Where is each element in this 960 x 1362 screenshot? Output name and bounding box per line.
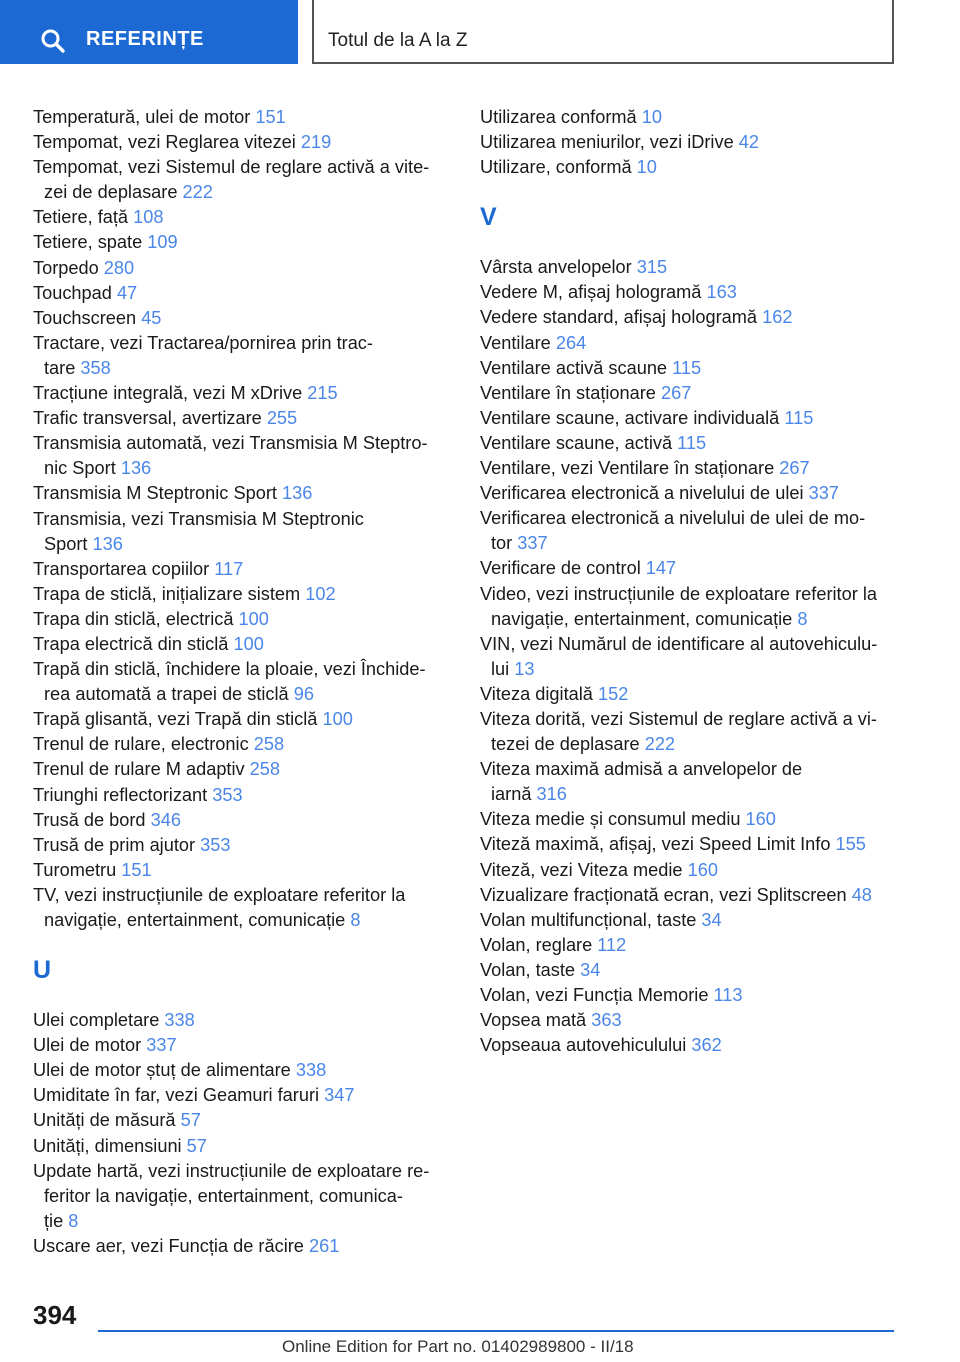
page-reference-link[interactable]: 8 [68, 1210, 79, 1231]
index-entry-term: Vopsea mată [480, 1010, 592, 1031]
index-entry [480, 958, 900, 983]
page-reference-link[interactable]: 113 [713, 985, 743, 1005]
index-entry [33, 105, 473, 130]
index-entry [480, 481, 900, 506]
page-reference-link[interactable]: 102 [305, 583, 336, 604]
index-entry [33, 1234, 473, 1259]
index-entry-term: Volan, vezi Funcția Memorie [480, 985, 714, 1005]
index-entry-term: Verificare de control [480, 558, 646, 579]
index-entry-term: Transmisia M Steptronic Sport [33, 483, 282, 504]
page-reference-link[interactable]: 258 [249, 759, 281, 780]
index-entry-term: Tetiere, spate [33, 232, 148, 253]
page-reference-link[interactable]: 280 [103, 257, 135, 278]
search-icon [40, 28, 66, 54]
page-reference-link[interactable]: 100 [322, 709, 353, 730]
page-reference-link[interactable]: 346 [150, 809, 181, 830]
index-entry [480, 406, 900, 431]
index-entry [33, 783, 473, 808]
index-entry-term: Update hartă, vezi instrucțiunile de exploatare re- [33, 1160, 430, 1181]
index-entry-term: Utilizare, conformă [480, 157, 637, 178]
index-entry-term: Volan multifuncțional, taste [480, 909, 702, 930]
index-entry-term: Vedere M, afișaj hologramă [480, 282, 707, 303]
page-reference-link[interactable]: 264 [555, 332, 587, 353]
index-entry [480, 858, 900, 883]
index-entry-term: Ventilare [480, 332, 556, 353]
page-reference-link[interactable]: 222 [644, 734, 676, 755]
footer-rule [98, 1330, 894, 1332]
page-reference-link[interactable]: 34 [580, 959, 601, 980]
index-entry [33, 481, 473, 506]
page-reference-link[interactable]: 8 [350, 910, 361, 930]
index-entry [480, 556, 900, 581]
index-entry-term: Ventilare scaune, activare individuală [480, 407, 785, 428]
page-reference-link[interactable]: 338 [295, 1060, 327, 1081]
page-reference-link[interactable]: 152 [597, 683, 629, 704]
index-entry [33, 155, 473, 205]
index-entry-term: Trenul de rulare M adaptiv [33, 759, 250, 780]
page-reference-link[interactable]: 13 [514, 658, 535, 679]
page-reference-link[interactable]: 136 [92, 533, 123, 554]
page-reference-link[interactable]: 45 [141, 307, 162, 328]
index-entry-term: Trapa electrică din sticlă [33, 633, 234, 654]
page-reference-link[interactable]: 162 [762, 307, 793, 328]
page-reference-link[interactable]: 10 [636, 157, 657, 178]
page-reference-link[interactable]: 258 [253, 734, 285, 755]
page-reference-link[interactable]: 337 [517, 533, 548, 554]
index-entry [480, 707, 900, 757]
index-entry-term: Verificarea electronică a nivelului de ulei [480, 483, 809, 504]
index-entry-term: Trapa de sticlă, inițializare sistem [33, 583, 306, 604]
index-entry-term: Viteza maximă admisă a anvelopelor de [480, 759, 803, 780]
index-entry [480, 105, 900, 130]
index-entry-term: Utilizarea conformă [480, 107, 642, 127]
index-entry [33, 858, 473, 883]
index-entry-term: Sport [44, 533, 93, 554]
index-entry-term: Verificarea electronică a nivelului de ulei de mo- [480, 508, 866, 529]
page-reference-link[interactable]: 363 [591, 1010, 622, 1031]
page-reference-link[interactable]: 151 [255, 107, 286, 127]
page-reference-link[interactable]: 117 [214, 558, 244, 579]
index-entry-term: iarnă [491, 784, 537, 805]
page-reference-link[interactable]: 109 [147, 232, 178, 253]
index-entry-term: Ventilare scaune, activă [480, 432, 678, 453]
page-reference-link[interactable]: 338 [164, 1010, 195, 1031]
index-entry [33, 883, 473, 933]
index-entry-term: Trapa din sticlă, electrică [33, 608, 239, 629]
index-entry [33, 833, 473, 858]
header-tab-label: REFERINȚE [86, 28, 204, 50]
index-entry [480, 381, 900, 406]
page-reference-link[interactable]: 160 [745, 809, 776, 830]
index-entry [33, 331, 473, 381]
index-entry-term: Trafic transversal, avertizare [33, 408, 267, 429]
index-entry-term: Ventilare în staționare [480, 382, 661, 403]
page-reference-link[interactable]: 57 [186, 1135, 207, 1156]
page-reference-link[interactable]: 57 [180, 1110, 201, 1131]
index-entry-term: Transmisia automată, vezi Transmisia M Steptro- [33, 433, 428, 454]
index-entry-term: tor [491, 533, 518, 554]
header-title-box [312, 0, 894, 64]
index-entry [33, 130, 473, 155]
page-reference-link[interactable]: 353 [212, 784, 243, 805]
page-reference-link[interactable]: 108 [133, 207, 164, 228]
index-entry [33, 306, 473, 331]
index-entry [33, 431, 473, 481]
page-reference-link[interactable]: 362 [691, 1035, 722, 1056]
index-entry-term: Viteză, vezi Viteza medie [480, 859, 688, 880]
index-entry [480, 456, 900, 481]
index-entry-term: Vedere standard, afișaj hologramă [480, 307, 763, 328]
index-entry-term: Touchscreen [33, 307, 142, 328]
index-column-left [33, 105, 473, 1259]
index-entry-term: Tractare, vezi Tractarea/pornirea prin trac- [33, 332, 373, 353]
index-section-letter: V [480, 203, 497, 232]
index-entry [480, 356, 900, 381]
index-entry [33, 205, 473, 230]
index-entry-term: Uscare aer, vezi Funcția de răcire [33, 1235, 309, 1256]
header-tab-referinte[interactable] [0, 0, 298, 64]
page-reference-link[interactable]: 160 [687, 859, 718, 880]
index-entry [33, 230, 473, 255]
index-entry [480, 933, 900, 958]
index-entry-term: Viteza medie și consumul mediu [480, 809, 746, 830]
page-reference-link[interactable]: 115 [784, 407, 814, 428]
page-title: Totul de la A la Z [328, 30, 468, 51]
index-entry-term: Ulei de motor [33, 1035, 147, 1056]
page-reference-link[interactable]: 261 [308, 1235, 340, 1256]
index-section-letter: U [33, 956, 52, 985]
index-entry [33, 757, 473, 782]
index-entry-term: Touchpad [33, 282, 117, 303]
page-reference-link[interactable]: 337 [146, 1035, 177, 1056]
page-reference-link[interactable]: 155 [835, 834, 866, 855]
index-entry-term: Volan, taste [480, 959, 581, 980]
page-reference-link[interactable]: 48 [851, 884, 872, 905]
index-entry-term: Unități, dimensiuni [33, 1135, 187, 1156]
index-entry [33, 381, 473, 406]
page-reference-link[interactable]: 337 [808, 483, 839, 504]
index-entry-term: rea automată a trapei de sticlă [44, 684, 294, 705]
page-reference-link[interactable]: 136 [120, 458, 152, 479]
index-entry [480, 682, 900, 707]
index-entry-term: Tetiere, față [33, 207, 134, 228]
index-entry [480, 1033, 900, 1058]
index-entry-term: Trusă de bord [33, 809, 151, 830]
index-entry-term: Trenul de rulare, electronic [33, 734, 254, 755]
index-entry [480, 1008, 900, 1033]
index-entry-term: Transmisia, vezi Transmisia M Steptronic [33, 508, 364, 529]
index-entry-term: Viteza digitală [480, 683, 598, 704]
index-entry [33, 1108, 473, 1133]
index-entry [33, 406, 473, 431]
index-entry-term: zei de deplasare [44, 182, 183, 203]
index-entry [480, 883, 900, 908]
page-reference-link[interactable]: 100 [238, 608, 269, 629]
page-reference-link[interactable]: 112 [597, 934, 627, 955]
index-entry-term: Utilizarea meniurilor, vezi iDrive [480, 132, 739, 153]
index-entry [33, 507, 473, 557]
page-reference-link[interactable]: 315 [636, 257, 668, 278]
index-entry [33, 1008, 473, 1033]
page-reference-link[interactable]: 10 [641, 107, 662, 127]
page-reference-link[interactable]: 215 [307, 383, 338, 404]
index-entry [480, 632, 900, 682]
page-number: 394 [33, 1300, 77, 1330]
index-entry-term: TV, vezi instrucțiunile de exploatare referitor la [33, 884, 406, 905]
index-entry [33, 1058, 473, 1083]
index-entry-term: VIN, vezi Numărul de identificare al autovehiculu- [480, 633, 878, 654]
page-reference-link[interactable]: 100 [233, 633, 264, 654]
index-entry-term: ție [44, 1210, 69, 1231]
index-entry-term: Volan, reglare [480, 934, 598, 955]
page-reference-link[interactable]: 8 [797, 608, 808, 629]
index-entry-term: Ventilare activă scaune [480, 357, 673, 378]
page-reference-link[interactable]: 347 [324, 1085, 355, 1106]
page-reference-link[interactable]: 353 [200, 834, 231, 855]
index-entry [33, 732, 473, 757]
page-reference-link[interactable]: 163 [706, 282, 737, 303]
footer-edition: Online Edition for Part no. 01402989800 - II/18 [282, 1337, 634, 1356]
index-entry-term: Vizualizare fracționată ecran, vezi Splitscreen [480, 884, 852, 905]
index-entry-term: Temperatură, ulei de motor [33, 107, 256, 127]
index-entry-term: Trapă din sticlă, închidere la ploaie, vezi Închide- [33, 659, 426, 680]
index-entry [480, 305, 900, 330]
page-reference-link[interactable]: 219 [300, 132, 332, 153]
index-entry-term: tezei de deplasare [491, 734, 645, 755]
index-entry-term: Trusă de prim ajutor [33, 834, 201, 855]
index-entry [480, 255, 900, 280]
index-entry [480, 331, 900, 356]
index-entry-term: lui [491, 658, 515, 679]
index-entry [33, 1159, 473, 1234]
index-entry-term: navigație, entertainment, comunicație [491, 608, 798, 629]
index-entry-term: Ulei de motor ștuț de alimentare [33, 1060, 296, 1081]
index-entry-term: Torpedo [33, 257, 104, 278]
index-entry-term: tare [44, 357, 81, 378]
index-entry [33, 1134, 473, 1159]
index-entry-term: navigație, entertainment, comunicație [44, 910, 351, 930]
index-entry [33, 607, 473, 632]
index-entry [33, 256, 473, 281]
index-entry-term: Vopseaua autovehiculului [480, 1035, 692, 1056]
page-reference-link[interactable]: 47 [116, 282, 138, 303]
page-reference-link[interactable]: 34 [701, 909, 722, 930]
index-entry [480, 130, 900, 155]
index-entry-term: Viteza dorită, vezi Sistemul de reglare activă a vi- [480, 708, 877, 729]
index-entry [480, 155, 900, 180]
index-entry-term: nic Sport [44, 458, 121, 479]
index-entry [33, 557, 473, 582]
index-entry [480, 807, 900, 832]
index-entry [480, 431, 900, 456]
page-reference-link[interactable]: 136 [281, 483, 313, 504]
page-reference-link[interactable]: 316 [536, 784, 567, 805]
index-entry-term: Transportarea copiilor [33, 558, 215, 579]
page-reference-link[interactable]: 151 [121, 859, 152, 880]
index-entry [480, 908, 900, 933]
index-entry [33, 657, 473, 707]
index-entry [480, 983, 900, 1008]
index-entry [480, 582, 900, 632]
page-reference-link[interactable]: 147 [645, 558, 677, 579]
index-entry-term: Trapă glisantă, vezi Trapă din sticlă [33, 709, 323, 730]
index-entry [480, 832, 900, 857]
index-entry [33, 281, 473, 306]
index-entry-term: Vârsta anvelopelor [480, 257, 637, 278]
index-entry-term: Tempomat, vezi Reglarea vitezei [33, 132, 301, 153]
page-reference-link[interactable]: 96 [293, 684, 314, 705]
page-reference-link[interactable]: 267 [779, 458, 810, 479]
index-entry [480, 506, 900, 556]
index-entry [480, 280, 900, 305]
index-entry-term: Ulei completare [33, 1010, 165, 1031]
index-entry [33, 582, 473, 607]
index-entry-term: Viteză maximă, afișaj, vezi Speed Limit Info [480, 834, 836, 855]
index-entry-term: Unități de măsură [33, 1110, 181, 1131]
page-reference-link[interactable]: 358 [80, 357, 111, 378]
index-entry-term: Tempomat, vezi Sistemul de reglare activă a vite- [33, 157, 430, 178]
index-entry [33, 1033, 473, 1058]
index-entry [33, 707, 473, 732]
index-entry [33, 808, 473, 833]
page-reference-link[interactable]: 115 [677, 432, 707, 453]
page-reference-link[interactable]: 115 [672, 357, 702, 378]
index-entry-term: Ventilare, vezi Ventilare în staționare [480, 458, 780, 479]
index-entry [33, 1083, 473, 1108]
index-entry-term: Umiditate în far, vezi Geamuri faruri [33, 1085, 325, 1106]
index-entry-term: Video, vezi instrucțiunile de exploatare referitor la [480, 583, 877, 604]
index-entry-term: Tracțiune integrală, vezi M xDrive [33, 383, 308, 404]
page-reference-link[interactable]: 42 [738, 132, 759, 153]
index-column-right [480, 105, 900, 1058]
index-entry [33, 632, 473, 657]
index-entry [480, 757, 900, 807]
page-reference-link[interactable]: 267 [660, 382, 692, 403]
index-entry-term: Turometru [33, 859, 122, 880]
index-entry-term: Triunghi reflectorizant [33, 784, 213, 805]
page-reference-link[interactable]: 222 [182, 182, 213, 203]
page-reference-link[interactable]: 255 [266, 408, 298, 429]
index-entry-term: feritor la navigație, entertainment, comunica- [44, 1185, 403, 1206]
